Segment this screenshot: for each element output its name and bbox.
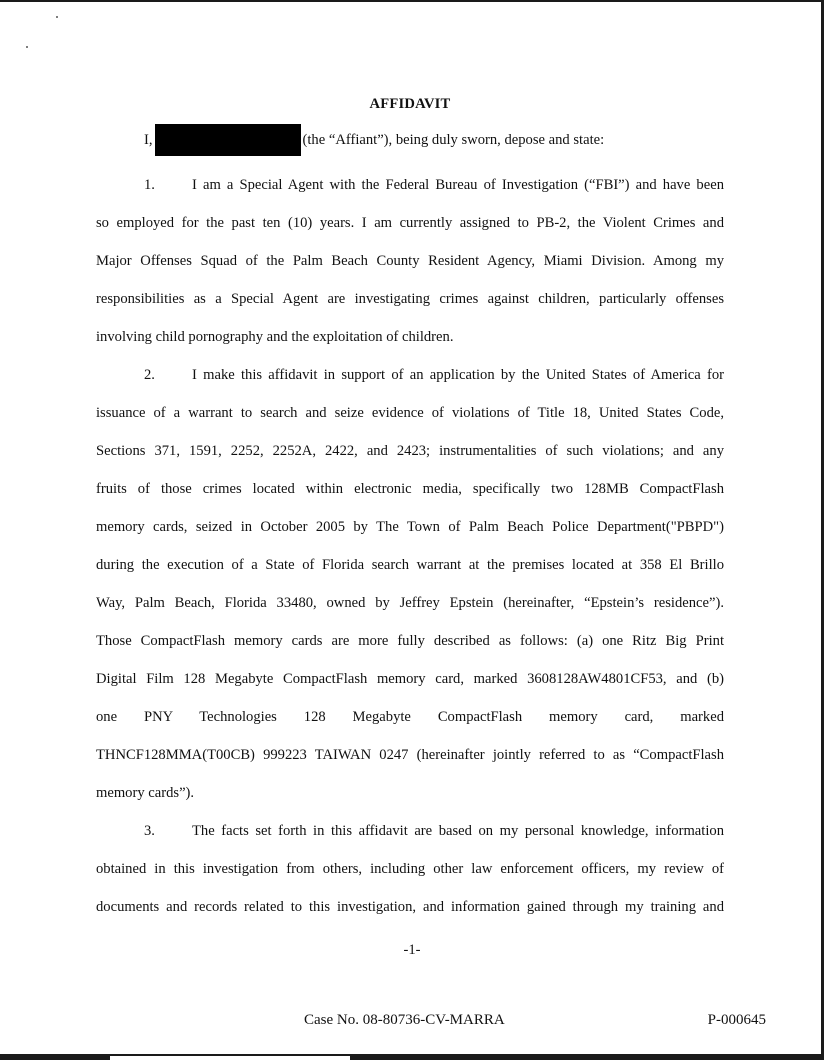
scan-edge-gap	[110, 1056, 350, 1060]
scan-edge-top	[0, 0, 824, 2]
paragraph-line: one PNY Technologies 128 Megabyte CompactFlash memory card, marked	[96, 709, 724, 725]
redaction-block	[155, 124, 301, 156]
paragraph-line: obtained in this investigation from others, including other law enforcement officers, my review of	[96, 861, 724, 877]
paragraph-line: fruits of those crimes located within electronic media, specifically two 128MB CompactFlash	[96, 481, 724, 497]
paragraph-line: during the execution of a State of Florida search warrant at the premises located at 358 El Brillo	[96, 557, 724, 573]
paragraph-line: Sections 371, 1591, 2252, 2252A, 2422, and 2423; instrumentalities of such violations; and any	[96, 443, 724, 459]
paragraph-line: responsibilities as a Special Agent are investigating crimes against children, particularly offenses	[96, 291, 724, 307]
paragraph-line: so employed for the past ten (10) years. I am currently assigned to PB-2, the Violent Crimes and	[96, 215, 724, 231]
opening-statement	[96, 128, 724, 152]
paragraph-line: documents and records related to this investigation, and information gained through my training and	[96, 899, 724, 915]
paragraph-line: Major Offenses Squad of the Palm Beach County Resident Agency, Miami Division. Among my	[96, 253, 724, 269]
paragraph-line: Those CompactFlash memory cards are more fully described as follows: (a) one Ritz Big Print	[96, 633, 724, 649]
paragraph-line: memory cards”).	[96, 785, 195, 801]
paragraph-line: issuance of a warrant to search and seize evidence of violations of Title 18, United States Code,	[96, 405, 724, 421]
paragraph-text: The facts set forth in this affidavit are based on my personal knowledge, information	[192, 823, 724, 839]
paragraph-line: THNCF128MMA(T00CB) 999223 TAIWAN 0247 (hereinafter jointly referred to as “CompactFlash	[96, 747, 724, 763]
paragraph-first-line	[96, 356, 724, 394]
opening-rest: (the “Affiant”), being duly sworn, depose and state:	[302, 132, 605, 148]
paragraph-number: 1.	[144, 177, 155, 193]
paragraph-line: Digital Film 128 Megabyte CompactFlash memory card, marked 3608128AW4801CF53, and (b)	[96, 671, 724, 687]
paragraph-1	[96, 166, 724, 356]
paragraph-3	[96, 812, 724, 926]
paragraph-line: involving child pornography and the exploitation of children.	[96, 329, 454, 345]
paragraph-text: I am a Special Agent with the Federal Bureau of Investigation (“FBI”) and have been	[192, 177, 724, 193]
paragraph-2	[96, 356, 724, 812]
scan-speck	[26, 46, 28, 48]
paragraph-line: Way, Palm Beach, Florida 33480, owned by Jeffrey Epstein (hereinafter, “Epstein’s residence”).	[96, 595, 724, 611]
scan-speck	[56, 16, 58, 18]
opening-lead: I,	[144, 132, 153, 148]
paragraph-first-line	[96, 166, 724, 204]
page-number: -1-	[403, 942, 421, 958]
paragraph-number: 3.	[144, 823, 155, 839]
paragraph-line: memory cards, seized in October 2005 by The Town of Palm Beach Police Department("PBPD")	[96, 519, 724, 535]
footer-case-number: Case No. 08-80736-CV-MARRA	[304, 1012, 505, 1028]
affidavit-page	[96, 92, 724, 926]
footer-bates-number: P-000645	[707, 1012, 766, 1028]
paragraph-first-line	[96, 812, 724, 850]
paragraph-number: 2.	[144, 367, 155, 383]
paragraph-text: I make this affidavit in support of an application by the United States of America for	[192, 367, 724, 383]
document-title: AFFIDAVIT	[369, 96, 451, 112]
